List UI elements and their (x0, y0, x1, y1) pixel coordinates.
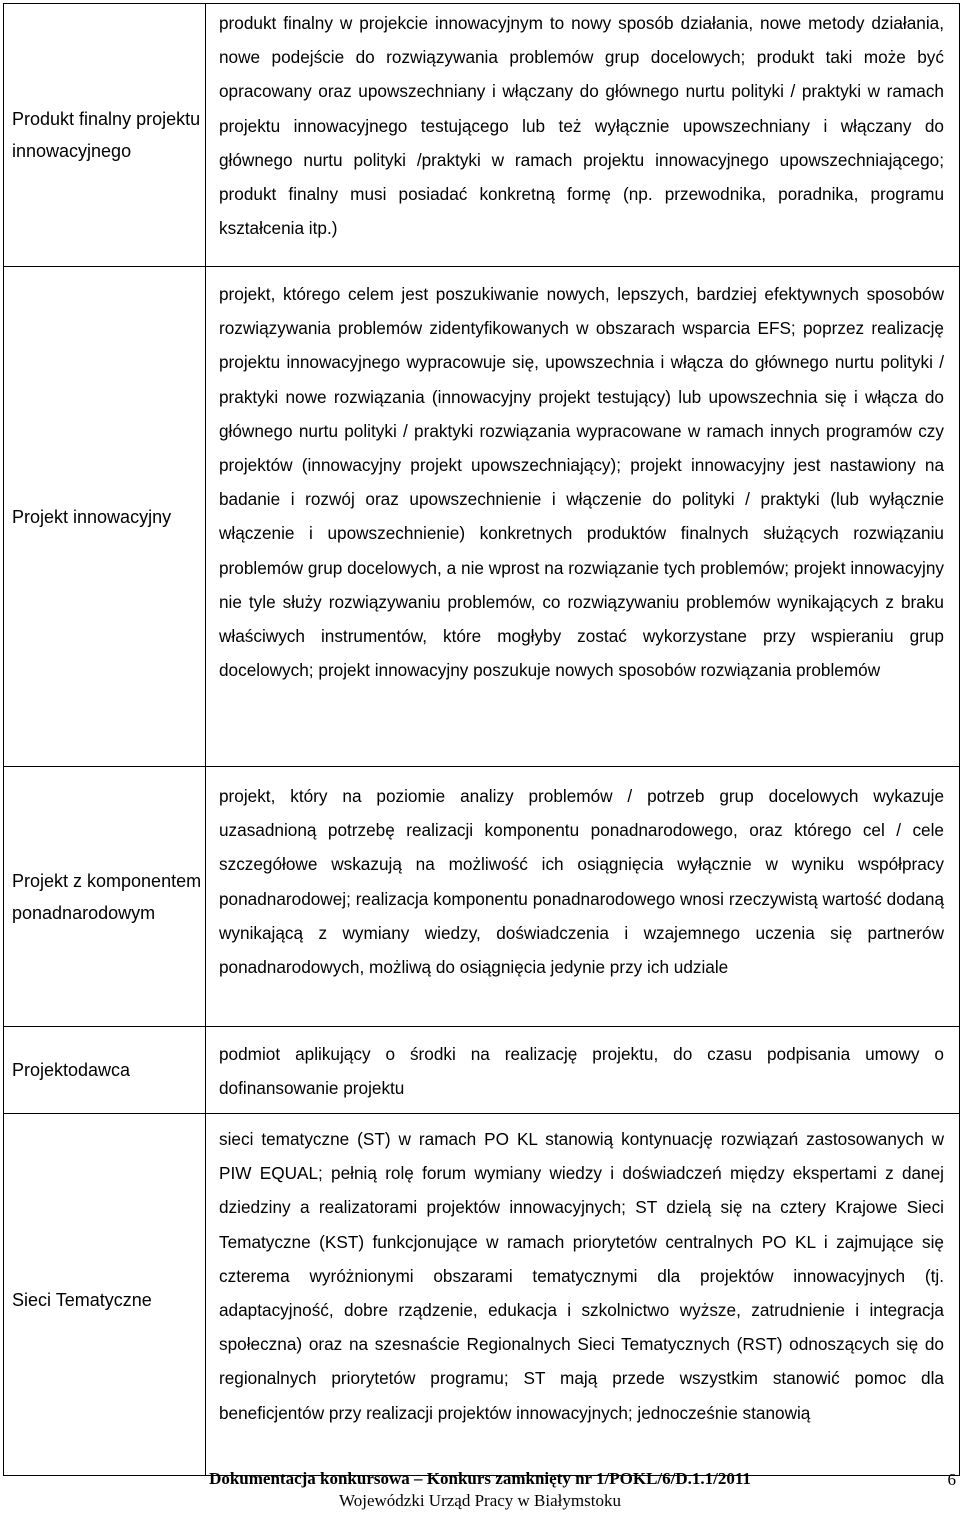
definition-cell: projekt, który na poziomie analizy problemów / potrzeb grup docelowych wykazuje uzasadnioną potrzebę realizacji komponentu ponadnarodowego, oraz którego cel / cele szczegółowe wskazują na możliwość ich osiągnięcia wyłącznie w wyniku współpracy ponadnarodowej; realizacja komponentu ponadnarodowego wnosi rzeczywistą wartość dodaną wynikającą z wymiany wiedzy, doświadczenia i wzajemnego uczenia się partnerów ponadnarodowych, możliwą do osiągnięcia jedynie przy ich udziale (219, 786, 944, 978)
term-cell: Projektodawca (4, 1027, 206, 1113)
page-number: 6 (947, 1470, 956, 1489)
table-row (4, 1113, 959, 1475)
glossary-table (3, 3, 960, 1476)
footer-office: Wojewódzki Urząd Pracy w Białymstoku (339, 1491, 621, 1510)
table-row (4, 1026, 959, 1113)
table-row (4, 4, 959, 266)
table-row (4, 766, 959, 1026)
definition-cell: projekt, którego celem jest poszukiwanie nowych, lepszych, bardziej efektywnych sposobów rozwiązywania problemów zidentyfikowanych w obszarach wsparcia EFS; poprzez realizację projektu innowacyjnego wypracowuje się, upowszechnia i włącza do głównego nurtu polityki / praktyki nowe rozwiązania (innowacyjny projekt testujący) lub upowszechnia się i włącza do głównego nurtu polityki / praktyki rozwiązania wypracowane w ramach innych programów czy projektów (innowacyjny projekt upowszechniający); projekt innowacyjny jest nastawiony na badanie i rozwój oraz upowszechnienie i włączenie do polityki / praktyki (lub wyłącznie włączenie i upowszechnienie) konkretnych produktów finalnych służących rozwiązaniu problemów grup docelowych, a nie wprost na rozwiązanie tych problemów; projekt innowacyjny nie tyle służy rozwiązywaniu problemów, co rozwiązywaniu problemów wynikających z braku właściwych instrumentów, które mogłyby zostać wykorzystane przy wspieraniu grup docelowych; projekt innowacyjny poszukuje nowych sposobów rozwiązania problemów (219, 284, 944, 681)
table-row (4, 266, 959, 766)
term-cell: Projekt innowacyjny (4, 267, 206, 766)
term-cell: Sieci Tematyczne (4, 1114, 206, 1475)
definition-cell: podmiot aplikujący o środki na realizację projektu, do czasu podpisania umowy o dofinansowanie projektu (219, 1044, 944, 1099)
term-cell: Produkt finalny projektu innowacyjnego (4, 4, 206, 266)
page-footer (0, 1468, 960, 1512)
definition-cell: sieci tematyczne (ST) w ramach PO KL stanowią kontynuację rozwiązań zastosowanych w PIW EQUAL; pełnią rolę forum wymiany wiedzy i doświadczeń między ekspertami z danej dziedziny a realizatorami projektów innowacyjnych; ST dzielą się na cztery Krajowe Sieci Tematyczne (KST) funkcjonujące w ramach priorytetów centralnych PO KL i zajmujące się czterema wyróżnionymi obszarami tematycznymi dla projektów innowacyjnych (tj. adaptacyjność, dobre rządzenie, edukacja i szkolnictwo wyższe, zatrudnienie i integracja społeczna) oraz na szesnaście Regionalnych Sieci Tematycznych (RST) odnoszących się do regionalnych priorytetów programu; ST mają przede wszystkim stanowić pomoc dla beneficjentów przy realizacji projektów innowacyjnych; jednocześnie stanowią (219, 1129, 944, 1423)
footer-title: Dokumentacja konkursowa – Konkurs zamknięty nr 1/POKL/6/D.1.1/2011 (209, 1469, 751, 1488)
definition-cell: produkt finalny w projekcie innowacyjnym to nowy sposób działania, nowe metody działania, nowe podejście do rozwiązywania problemów grup docelowych; produkt taki może być opracowany oraz upowszechniany i włączany do głównego nurtu polityki / praktyki w ramach projektu innowacyjnego testującego lub też wyłącznie upowszechniany i włączany do głównego nurtu polityki /praktyki w ramach projektu innowacyjnego upowszechniającego; produkt finalny musi posiadać konkretną formę (np. przewodnika, poradnika, programu kształcenia itp.) (219, 13, 944, 239)
term-cell: Projekt z komponentem ponadnarodowym (4, 767, 206, 1026)
